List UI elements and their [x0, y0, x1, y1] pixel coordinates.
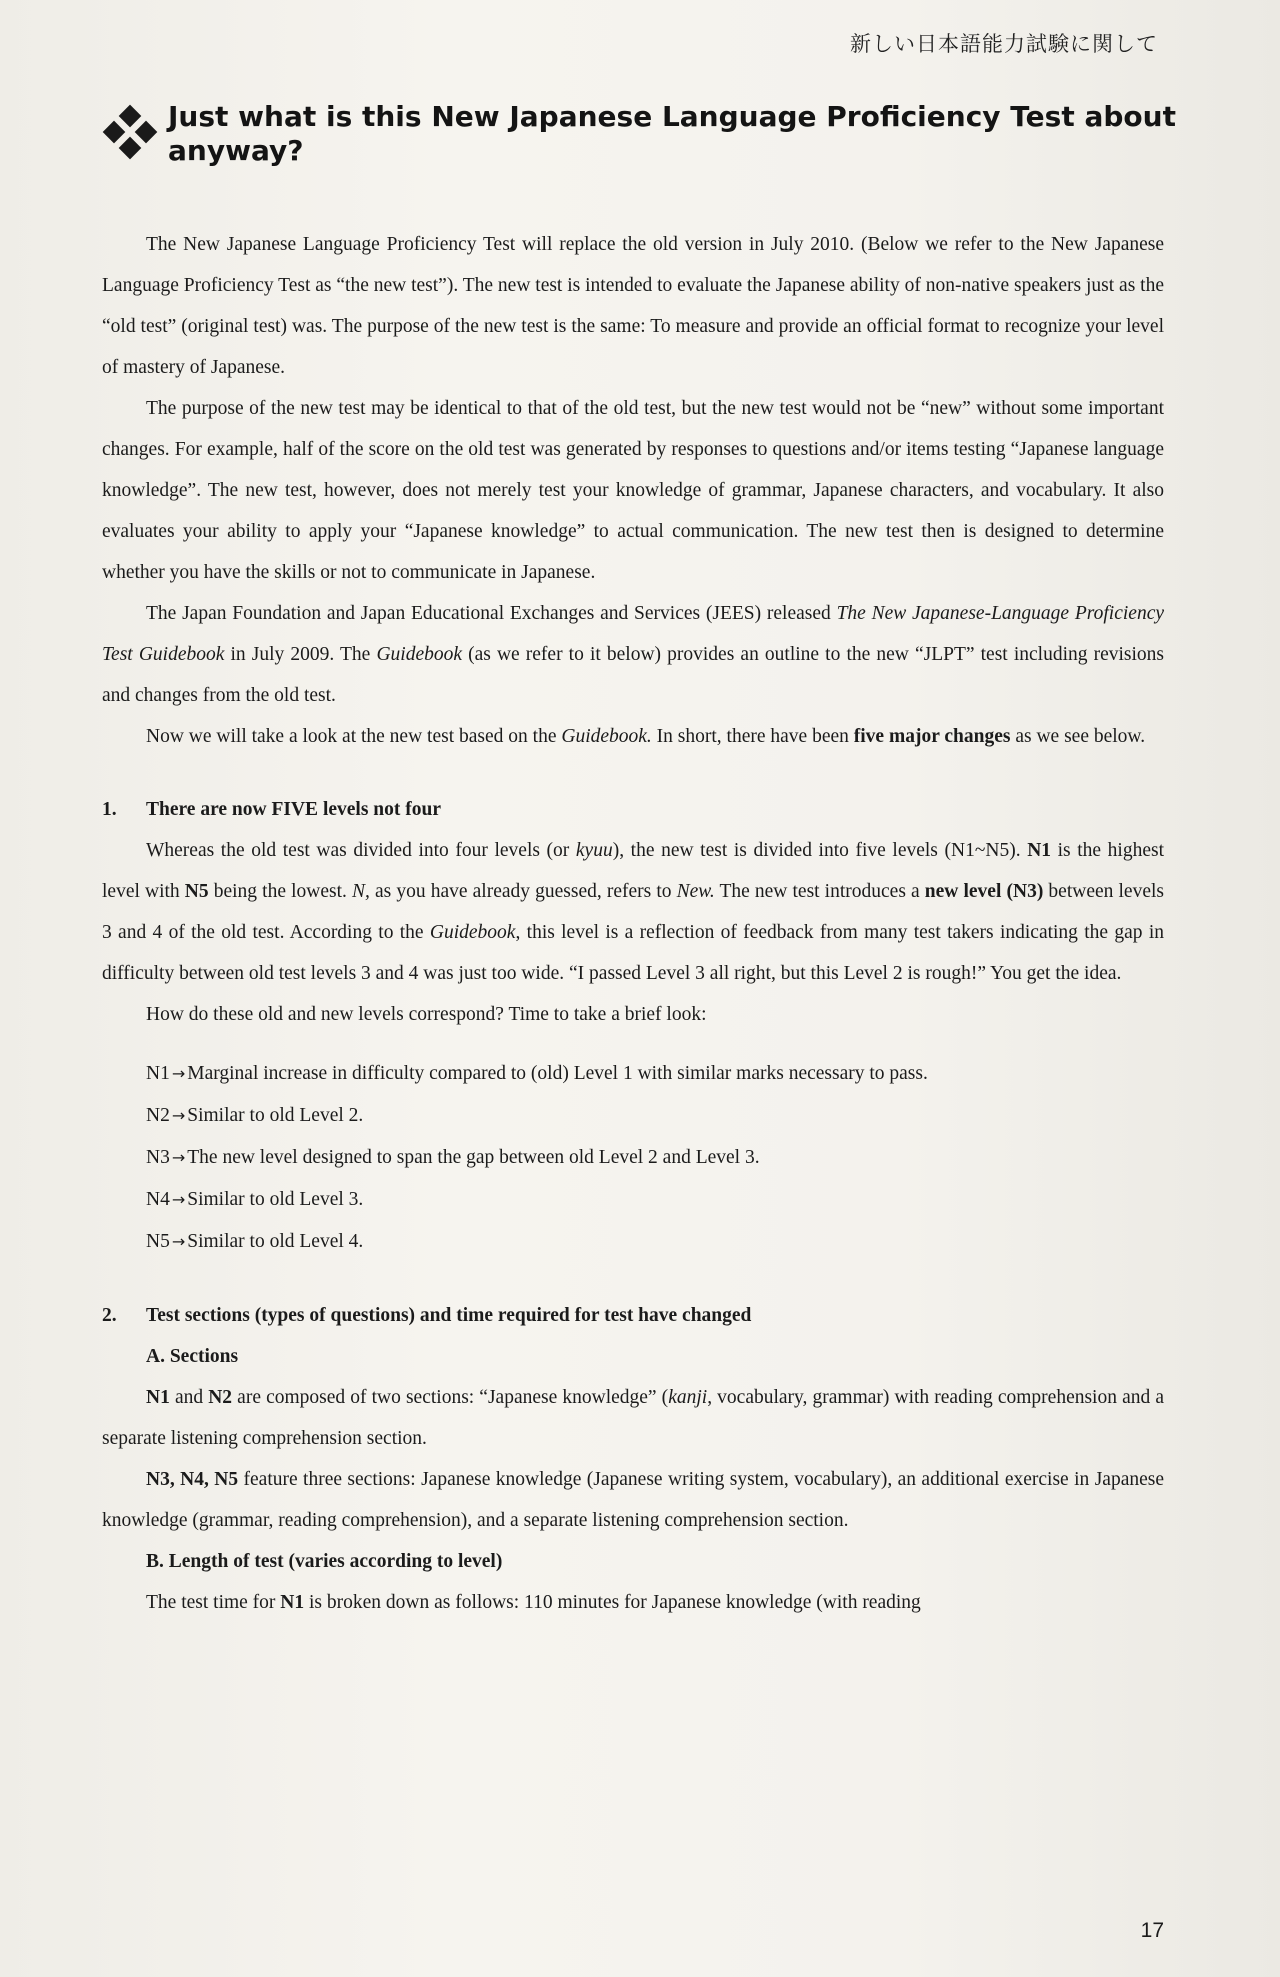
section-1-paragraph-1 [102, 830, 1164, 994]
arrow-right-icon: → [171, 1106, 186, 1125]
intro-paragraph-3 [102, 593, 1164, 716]
section-2-paragraph-c [102, 1582, 1164, 1623]
intro-paragraph-4 [102, 716, 1164, 757]
list-item [146, 1221, 1164, 1263]
text-run: as we see below. [1010, 726, 1146, 747]
arrow-right-icon: → [171, 1190, 186, 1209]
list-item [146, 1179, 1164, 1221]
text-run: is the highest level with [102, 840, 1164, 902]
text-run: Now we will take a look at the new test based on the [146, 726, 562, 747]
arrow-right-icon: → [171, 1232, 186, 1251]
italic-term: New. [676, 881, 715, 902]
subsection-b-heading: B. Length of test (varies according to level) [146, 1551, 503, 1572]
section-2-paragraph-a [102, 1377, 1164, 1459]
section-1-heading [102, 789, 1164, 830]
text-run: The test time for [146, 1592, 281, 1613]
level-description: Similar to old Level 4. [187, 1231, 364, 1252]
page-content [102, 224, 1164, 1623]
guidebook-title: The New Japanese-Language Proficiency Test Guidebook [102, 603, 1165, 665]
text-run: ), the new test is divided into five levels (N1~N5). [612, 840, 1028, 861]
level-code: N2 [146, 1105, 170, 1126]
bold-term: new level (N3) [924, 881, 1044, 902]
section-1-paragraph-2: How do these old and new levels correspond? Time to take a brief look: [146, 1004, 707, 1025]
list-item [146, 1053, 1164, 1095]
bold-term: N1 [280, 1592, 305, 1613]
text-run: as you have already guessed, refers to [369, 881, 677, 902]
level-code: N1 [146, 1063, 170, 1084]
text-run: being the lowest. [208, 881, 352, 902]
page-number: 17 [1140, 1919, 1164, 1942]
arrow-right-icon: → [171, 1064, 186, 1083]
section-number: 2. [102, 1305, 117, 1326]
text-run: Whereas the old test was divided into four levels (or [146, 840, 576, 861]
level-description: Similar to old Level 2. [187, 1105, 364, 1126]
text-run: feature three sections: Japanese knowledge (Japanese writing system, vocabulary), an additional exercise in Japanese knowledge (grammar, reading comprehension), and a separate listening comprehension section. [102, 1469, 1165, 1531]
guidebook-ref: Guidebook. [561, 726, 652, 747]
italic-term: Guidebook [429, 922, 516, 943]
text-run: are composed of two sections: “Japanese knowledge” ( [232, 1387, 669, 1408]
text-run: , this level is a reflection of feedback from many test takers indicating the gap in difficulty between old test levels 3 and 4 was just too wide. “I passed Level 3 all right, but this Level 2 is rough!” You get the idea. [102, 922, 1165, 984]
level-description: Similar to old Level 3. [187, 1189, 364, 1210]
title-block [100, 100, 1180, 168]
bold-term: N5 [184, 881, 209, 902]
diamond-cluster-icon [100, 106, 160, 166]
section-number: 1. [102, 799, 117, 820]
emphasis-text: five major changes [853, 726, 1011, 747]
bold-term: N2 [208, 1387, 233, 1408]
text-run: (as we refer to it below) provides an outline to the new “JLPT” test including revisions and changes from the old test. [102, 644, 1164, 706]
bold-term: N1 [146, 1387, 170, 1408]
text-run: , vocabulary, grammar) with reading comprehension and a separate listening comprehension section. [102, 1387, 1165, 1449]
section-2-heading [102, 1295, 1164, 1336]
arrow-right-icon: → [171, 1148, 186, 1167]
italic-term: kanji [668, 1387, 708, 1408]
level-description: The new level designed to span the gap between old Level 2 and Level 3. [187, 1147, 760, 1168]
level-correspondence-list [102, 1053, 1164, 1263]
text-run: The new test introduces a [714, 881, 925, 902]
guidebook-ref: Guidebook [376, 644, 462, 665]
page-title: Just what is this New Japanese Language Proficiency Test about anyway? [168, 100, 1176, 167]
subsection-a-heading: A. Sections [146, 1346, 239, 1367]
text-run: In short, there have been [651, 726, 854, 747]
level-code: N3 [146, 1147, 170, 1168]
level-code: N5 [146, 1231, 170, 1252]
level-code: N4 [146, 1189, 170, 1210]
text-run: The Japan Foundation and Japan Educational Exchanges and Services (JEES) released [146, 603, 837, 624]
italic-term: N, [352, 881, 370, 902]
italic-term: kyuu [575, 840, 613, 861]
section-heading-text: There are now FIVE levels not four [146, 799, 442, 820]
section-2-paragraph-b [102, 1459, 1164, 1541]
text-run: in July 2009. The [224, 644, 377, 665]
text-run: between levels 3 and 4 of the old test. According to the [102, 881, 1164, 943]
running-header: 新しい日本語能力試験に関して [850, 32, 1158, 56]
list-item [146, 1095, 1164, 1137]
text-run: and [169, 1387, 209, 1408]
text-run: is broken down as follows: 110 minutes for Japanese knowledge (with reading [304, 1592, 921, 1613]
list-item [146, 1137, 1164, 1179]
bold-term: N1 [1027, 840, 1052, 861]
intro-paragraph-2: The purpose of the new test may be identical to that of the old test, but the new test would not be “new” without some important changes. For example, half of the score on the old test was generated by responses to questions and/or items testing “Japanese language knowledge”. The new test, however, does not merely test your knowledge of grammar, Japanese characters, and vocabulary. It also evaluates your ability to apply your “Japanese knowledge” to actual communication. The new test then is designed to determine whether you have the skills or not to communicate in Japanese. [102, 398, 1164, 583]
level-description: Marginal increase in difficulty compared to (old) Level 1 with similar marks necessary to pass. [187, 1063, 928, 1084]
intro-paragraph-1: The New Japanese Language Proficiency Test will replace the old version in July 2010. (Below we refer to the New Japanese Language Proficiency Test as “the new test”). The new test is intended to evaluate the Japanese ability of non-native speakers just as the “old test” (original test) was. The purpose of the new test is the same: To measure and provide an official format to recognize your level of mastery of Japanese. [102, 234, 1164, 378]
section-heading-text: Test sections (types of questions) and time required for test have changed [146, 1305, 752, 1326]
bold-term: N3, N4, N5 [146, 1469, 239, 1490]
